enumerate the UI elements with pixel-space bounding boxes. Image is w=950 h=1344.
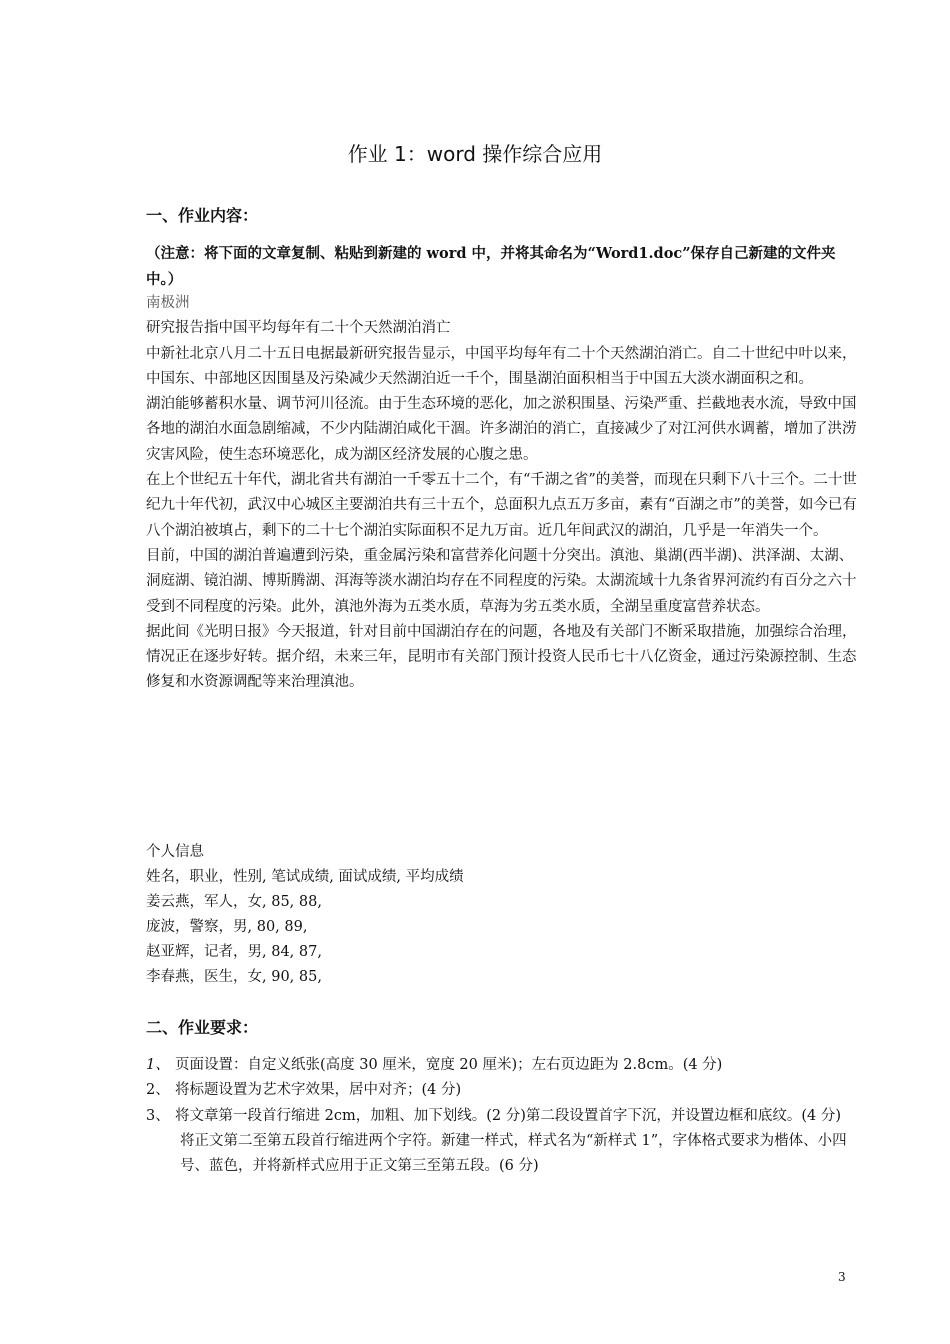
info-row: 姜云燕，军人，女, 85, 88,	[146, 894, 322, 910]
section-heading-content: 一、作业内容：	[146, 206, 259, 225]
requirement-text: 将文章第一段首行缩进 2cm，加粗、加下划线。(2 分)第二段设置首字下沉，并设置边框和底纹。(4 分)	[175, 1107, 841, 1124]
article-paragraph-3: 在上个世纪五十年代，湖北省共有湖泊一千零五十二个，有“千湖之省”的美誉，而现在只剩下八十三个。二十世纪九十年代初，武汉中心城区主要湖泊共有三十五个，总面积九点五万多亩，素有“百湖之市”的美誉，如今已有八个湖泊被填占，剩下的二十七个湖泊实际面积不足九万亩。近几年间武汉的湖泊，几乎是一年消失一个。	[146, 472, 857, 539]
info-row: 赵亚辉，记者，男, 84, 87,	[146, 944, 322, 960]
requirement-number: 1、	[146, 1057, 170, 1073]
section-heading-requirements: 二、作业要求：	[146, 1018, 259, 1037]
article-paragraph-5: 据此间《光明日报》今天报道，针对目前中国湖泊存在的问题，各地及有关部门不断采取措施，加强综合治理，情况正在逐步好转。据介绍，未来三年，昆明市有关部门预计投资人民币七十八亿资金，通过污染源控制、生态修复和水资源调配等来治理滇池。	[146, 623, 857, 691]
info-row: 庞波，警察，男, 80, 89,	[146, 919, 308, 935]
info-header-row: 姓名，职业，性别, 笔试成绩, 面试成绩, 平均成绩	[146, 869, 464, 885]
requirement-sub-text: 将正文第二至第五段首行缩进两个字符。新建一样式，样式名为“新样式 1”，字体格式要求为楷体、小四号、蓝色，并将新样式应用于正文第三至第五段。(6 分)	[180, 1132, 847, 1175]
article-paragraph-2: 湖泊能够蓄积水量、调节河川径流。由于生态环境的恶化，加之淤积围垦、污染严重、拦截地表水流，导致中国各地的湖泊水面急剧缩减，不少内陆湖泊咸化干涸。许多湖泊的消亡，直接减少了对江河供水调蓄，增加了洪涝灾害风险，使生态环境恶化，成为湖区经济发展的心腹之患。	[146, 396, 857, 463]
requirement-text: 页面设置：自定义纸张(高度 30 厘米，宽度 20 厘米)；左右页边距为 2.8cm。(4 分)	[175, 1057, 723, 1073]
article-subtitle: 南极洲	[146, 295, 190, 311]
document-title: 作业 1：word 操作综合应用	[347, 142, 603, 166]
article-paragraph-1: 中新社北京八月二十五日电据最新研究报告显示，中国平均每年有二十个天然湖泊消亡。自二十世纪中叶以来，中国东、中部地区因围垦及污染减少天然湖泊近一千个，围垦湖泊面积相当于中国五大淡水湖面积之和。	[146, 345, 857, 387]
info-row: 李春燕，医生，女, 90, 85,	[146, 969, 322, 985]
requirement-number: 2、	[146, 1082, 170, 1099]
requirement-item	[146, 1078, 858, 1103]
note-paragraph: （注意：将下面的文章复制、粘贴到新建的 word 中，并将其命名为“Word1.doc”保存自己新建的文件夹中。）	[146, 245, 836, 288]
requirement-item	[146, 1053, 858, 1078]
page-number: 3	[838, 1270, 846, 1284]
personal-info-block	[146, 840, 464, 990]
requirements-list	[146, 1053, 858, 1179]
requirement-text: 将标题设置为艺术字效果，居中对齐；(4 分)	[175, 1082, 462, 1099]
article-paragraph-4: 目前，中国的湖泊普遍遭到污染，重金属污染和富营养化问题十分突出。滇池、巢湖(西半湖)、洪泽湖、太湖、洞庭湖、镜泊湖、博斯腾湖、洱海等淡水湖泊均存在不同程度的污染。太湖流域十九条省界河流约有百分之六十受到不同程度的污染。此外，滇池外海为五类水质，草海为劣五类水质，全湖呈重度富营养状态。	[146, 547, 857, 615]
requirement-number: 3、	[146, 1107, 170, 1124]
requirement-item	[146, 1104, 858, 1129]
article-headline: 研究报告指中国平均每年有二十个天然湖泊消亡	[146, 320, 451, 337]
info-heading: 个人信息	[146, 844, 204, 860]
article-body	[146, 291, 858, 696]
